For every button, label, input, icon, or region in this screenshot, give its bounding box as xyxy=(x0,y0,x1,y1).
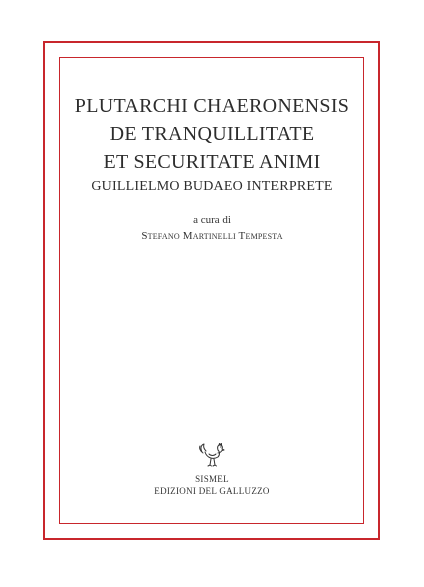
title-line-2: DE TRANQUILLITATE xyxy=(109,123,315,145)
publisher-name: SISMEL xyxy=(195,474,229,484)
title-line-3: ET SECURITATE ANIMI xyxy=(103,151,321,173)
rooster-icon xyxy=(197,440,227,470)
publisher-imprint: EDIZIONI DEL GALLUZZO xyxy=(154,486,270,496)
curator-label: a cura di xyxy=(193,214,231,226)
title-line-1: PLUTARCHI CHAERONENSIS xyxy=(74,95,350,117)
translator-line: GUILLIELMO BUDAEO INTERPRETE xyxy=(91,179,333,194)
curator-name: Stefano Martinelli Tempesta xyxy=(141,230,283,242)
